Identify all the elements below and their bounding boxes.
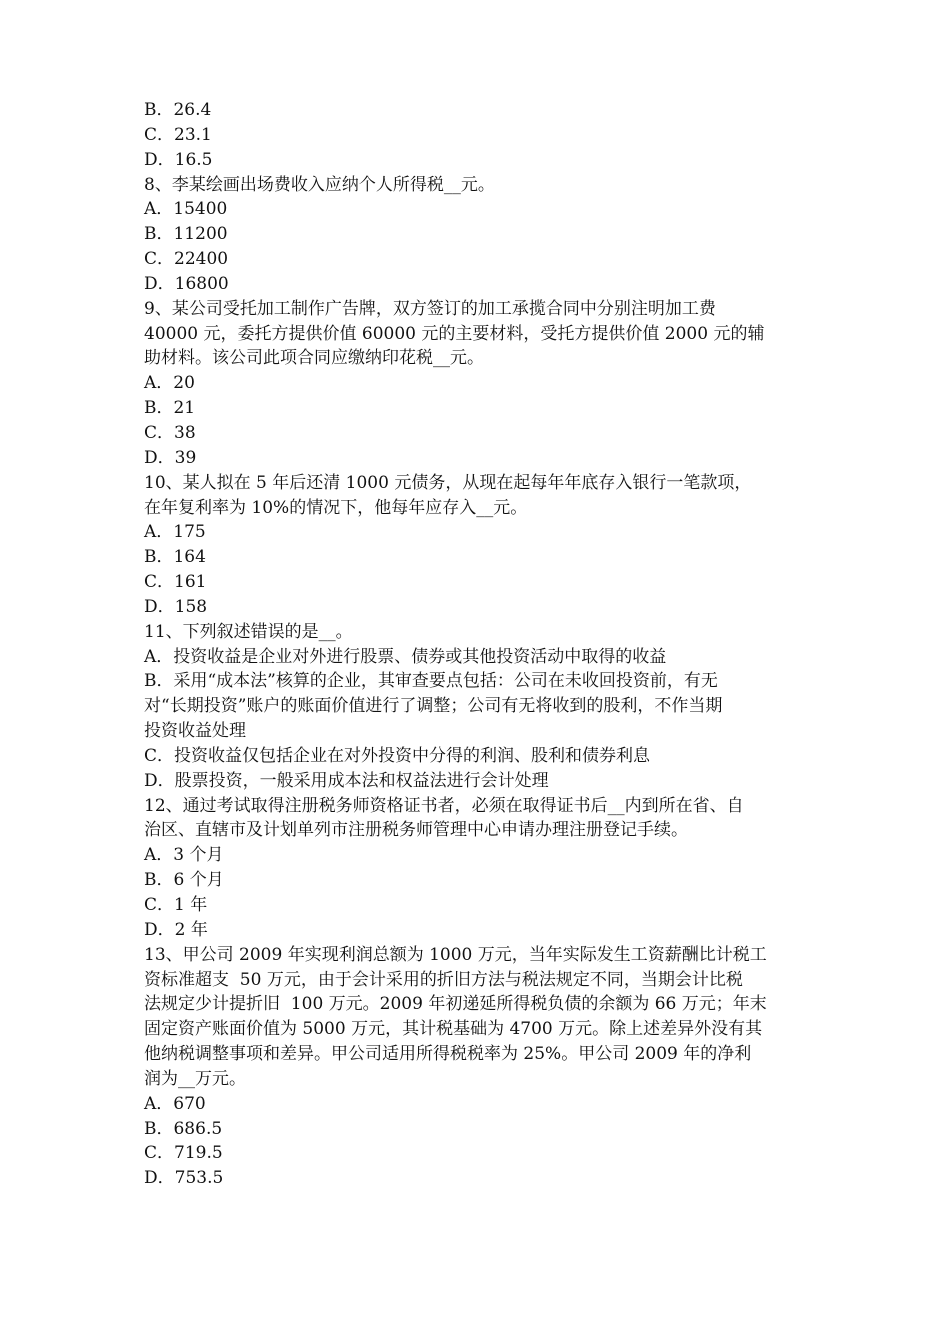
question-8: 8、李某绘画出场费收入应纳个人所得税__元。 (144, 174, 495, 195)
text-line: D．股票投资，一般采用成本法和权益法进行会计处理 (144, 770, 549, 791)
text-line: A．15400 (144, 199, 228, 220)
text-line: B．686.5 (144, 1118, 223, 1139)
text-line: 投资收益处理 (144, 721, 246, 742)
text-line: A．投资收益是企业对外进行股票、债券或其他投资活动中取得的收益 (144, 646, 667, 667)
text-line: D．158 (144, 596, 208, 617)
text-line: A．20 (144, 373, 195, 394)
text-line: C．22400 (144, 249, 229, 270)
document-page (144, 98, 820, 1191)
text-line: C．1 年 (144, 895, 208, 915)
text-line: A．670 (144, 1093, 206, 1114)
text-line: C．161 (144, 572, 207, 593)
text-line: A．175 (144, 522, 206, 543)
text-line: C．投资收益仅包括企业在对外投资中分得的利润、股利和债券利息 (144, 745, 651, 766)
text-line: B．6 个月 (144, 870, 224, 891)
text-line: 润为__万元。 (144, 1068, 246, 1089)
question-9: 9、某公司受托加工制作广告牌，双方签订的加工承揽合同中分别注明加工费 (144, 298, 716, 319)
text-line: B．164 (144, 547, 206, 568)
question-13: 13、甲公司 2009 年实现利润总额为 1000 万元，当年实际发生工资薪酬比计税工 (144, 944, 767, 965)
text-line: 在年复利率为 10%的情况下，他每年应存入__元。 (144, 497, 528, 518)
text-line: 固定资产账面价值为 5000 万元，其计税基础为 4700 万元。除上述差异外没有其 (144, 1019, 763, 1040)
text-line: 对“长期投资”账户的账面价值进行了调整；公司有无将收到的股利，不作当期 (144, 696, 723, 717)
question-10: 10、某人拟在 5 年后还清 1000 元债务，从现在起每年年底存入银行一笔款项， (144, 472, 752, 493)
text-line: 40000 元，委托方提供价值 60000 元的主要材料，受托方提供价值 2000 元的辅 (144, 323, 765, 344)
text-line: D．16800 (144, 273, 229, 294)
text-line: D．753.5 (144, 1168, 224, 1189)
text-line: B．21 (144, 398, 196, 419)
question-11: 11、下列叙述错误的是__。 (144, 621, 353, 642)
text-line: D．39 (144, 447, 197, 468)
text-line: D．16.5 (144, 149, 213, 170)
text-line: C．719.5 (144, 1143, 223, 1164)
text-line: 资标准超支 50 万元，由于会计采用的折旧方法与税法规定不同，当期会计比税 (144, 969, 743, 990)
text-line: 他纳税调整事项和差异。甲公司适用所得税税率为 25%。甲公司 2009 年的净利 (144, 1044, 752, 1065)
question-12: 12、通过考试取得注册税务师资格证书者，必须在取得证书后__内到所在省、自 (144, 795, 744, 816)
text-line: D．2 年 (144, 919, 208, 940)
text-line: B．采用“成本法”核算的企业，其审查要点包括：公司在未收回投资前，有无 (144, 671, 718, 692)
text-line: 法规定少计提折旧 100 万元。2009 年初递延所得税负债的余额为 66 万元；年末 (144, 994, 767, 1015)
text-line: C．38 (144, 422, 196, 443)
text-line: C．23.1 (144, 124, 212, 145)
text-line: B．26.4 (144, 100, 212, 120)
text-line: A．3 个月 (144, 845, 224, 866)
text-line: B．11200 (144, 224, 228, 245)
text-line: 助材料。该公司此项合同应缴纳印花税__元。 (144, 348, 484, 369)
text-line: 治区、直辖市及计划单列市注册税务师管理中心申请办理注册登记手续。 (144, 820, 688, 841)
